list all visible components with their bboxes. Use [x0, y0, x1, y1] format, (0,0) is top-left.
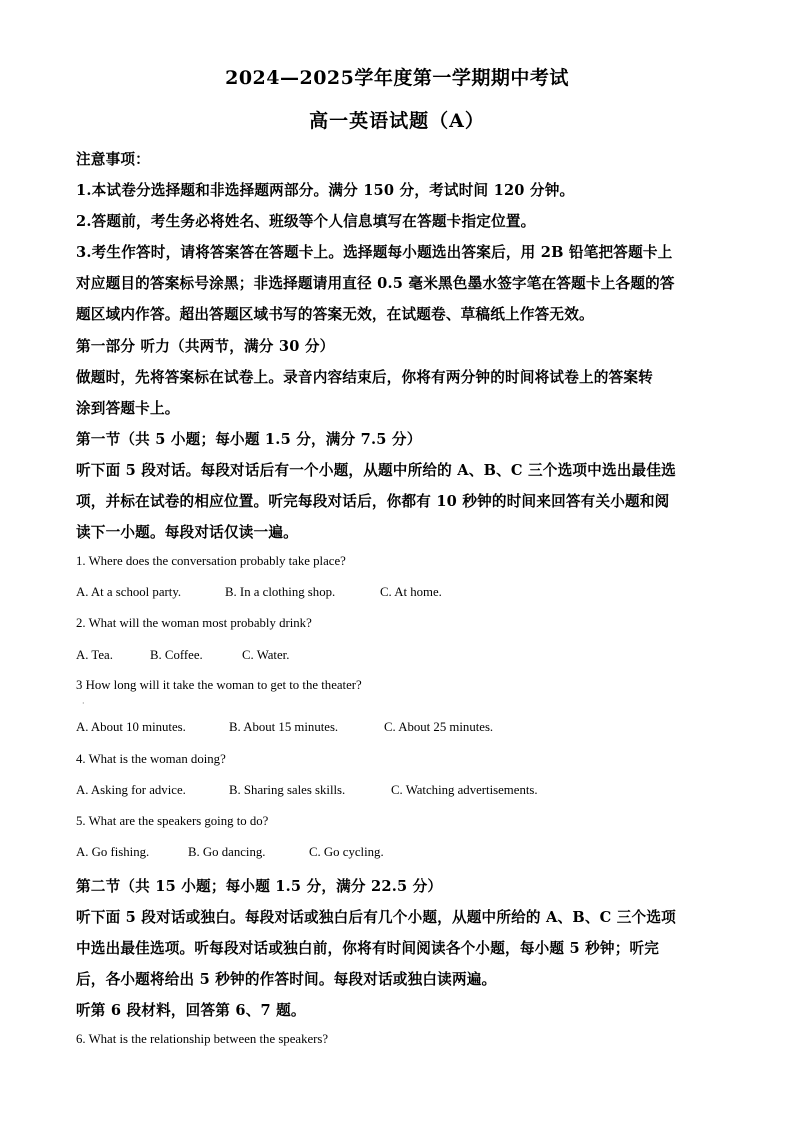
question-5-option-a: A. Go fishing. — [76, 845, 150, 859]
question-4-option-a: A. Asking for advice. — [76, 783, 186, 797]
question-3-option-a: A. About 10 minutes. — [76, 720, 186, 734]
question-2-option-b: B. Coffee. — [150, 648, 203, 662]
question-2-option-a: A. Tea. — [76, 648, 113, 662]
section2-instruction-line-1: 听下面 5 段对话或独白。每段对话或独白后有几个小题，从题中所给的 A、B、C 三个选项 — [76, 909, 676, 926]
section2-instruction-line-3: 后，各小题将给出 5 秒钟的作答时间。每段对话或独白读两遍。 — [76, 971, 497, 988]
section1-instruction-line-1: 听下面 5 段对话。每段对话后有一个小题，从题中所给的 A、B、C 三个选项中选出最佳选 — [76, 462, 676, 479]
material-6-heading: 听第 6 段材料，回答第 6、7 题。 — [76, 1002, 306, 1019]
notice-item-3-line-3: 题区域内作答。超出答题区域书写的答案无效，在试题卷、草稿纸上作答无效。 — [76, 306, 594, 323]
question-3-text: 3 How long will it take the woman to get to the theater? — [76, 678, 362, 692]
notice-item-3-line-2: 对应题目的答案标号涂黑；非选择题请用直径 0.5 毫米黑色墨水签字笔在答题卡上各题的答 — [76, 275, 675, 292]
question-3-option-c: C. About 25 minutes. — [384, 720, 494, 734]
question-5-text: 5. What are the speakers going to do? — [76, 814, 269, 828]
section2-instruction-line-2: 中选出最佳选项。听每段对话或独白前，你将有时间阅读各个小题，每小题 5 秒钟；听完 — [76, 940, 660, 957]
question-1-option-c: C. At home. — [380, 585, 442, 599]
section1-instruction-line-2: 项，并标在试卷的相应位置。听完每段对话后，你都有 10 秒钟的时间来回答有关小题和阅 — [76, 493, 670, 510]
question-3-option-b: B. About 15 minutes. — [229, 720, 339, 734]
question-1-option-b: B. In a clothing shop. — [225, 585, 336, 599]
exam-title: 2024—2025学年度第一学期期中考试 — [225, 67, 569, 89]
section1-instruction-line-3: 读下一小题。每段对话仅读一遍。 — [76, 524, 298, 541]
question-1-text: 1. Where does the conversation probably take place? — [76, 554, 346, 568]
notice-item-1: 1.本试卷分选择题和非选择题两部分。满分 150 分，考试时间 120 分钟。 — [76, 182, 575, 199]
question-5-option-c: C. Go cycling. — [309, 845, 384, 859]
section2-heading: 第二节（共 15 小题；每小题 1.5 分，满分 22.5 分） — [76, 878, 443, 895]
part1-instruction-line-2: 涂到答题卡上。 — [76, 400, 180, 417]
part1-instruction-line-1: 做题时，先将答案标在试卷上。录音内容结束后，你将有两分钟的时间将试卷上的答案转 — [76, 369, 653, 386]
section1-heading: 第一节（共 5 小题；每小题 1.5 分，满分 7.5 分） — [76, 431, 422, 448]
stray-mark: · — [82, 699, 85, 708]
notice-item-3-line-1: 3.考生作答时，请将答案答在答题卡上。选择题每小题选出答案后，用 2B 铅笔把答题卡上 — [76, 244, 673, 261]
question-1-option-a: A. At a school party. — [76, 585, 182, 599]
question-6-text: 6. What is the relationship between the speakers? — [76, 1032, 329, 1046]
notice-item-2: 2.答题前，考生务必将姓名、班级等个人信息填写在答题卡指定位置。 — [76, 213, 536, 230]
exam-subtitle: 高一英语试题（A） — [309, 110, 485, 132]
question-4-text: 4. What is the woman doing? — [76, 752, 226, 766]
part1-heading: 第一部分 听力（共两节，满分 30 分） — [76, 338, 335, 355]
question-2-option-c: C. Water. — [242, 648, 290, 662]
question-4-option-c: C. Watching advertisements. — [391, 783, 538, 797]
question-2-text: 2. What will the woman most probably drink? — [76, 616, 312, 630]
question-4-option-b: B. Sharing sales skills. — [229, 783, 346, 797]
question-5-option-b: B. Go dancing. — [188, 845, 266, 859]
notice-heading: 注意事项： — [76, 151, 150, 168]
